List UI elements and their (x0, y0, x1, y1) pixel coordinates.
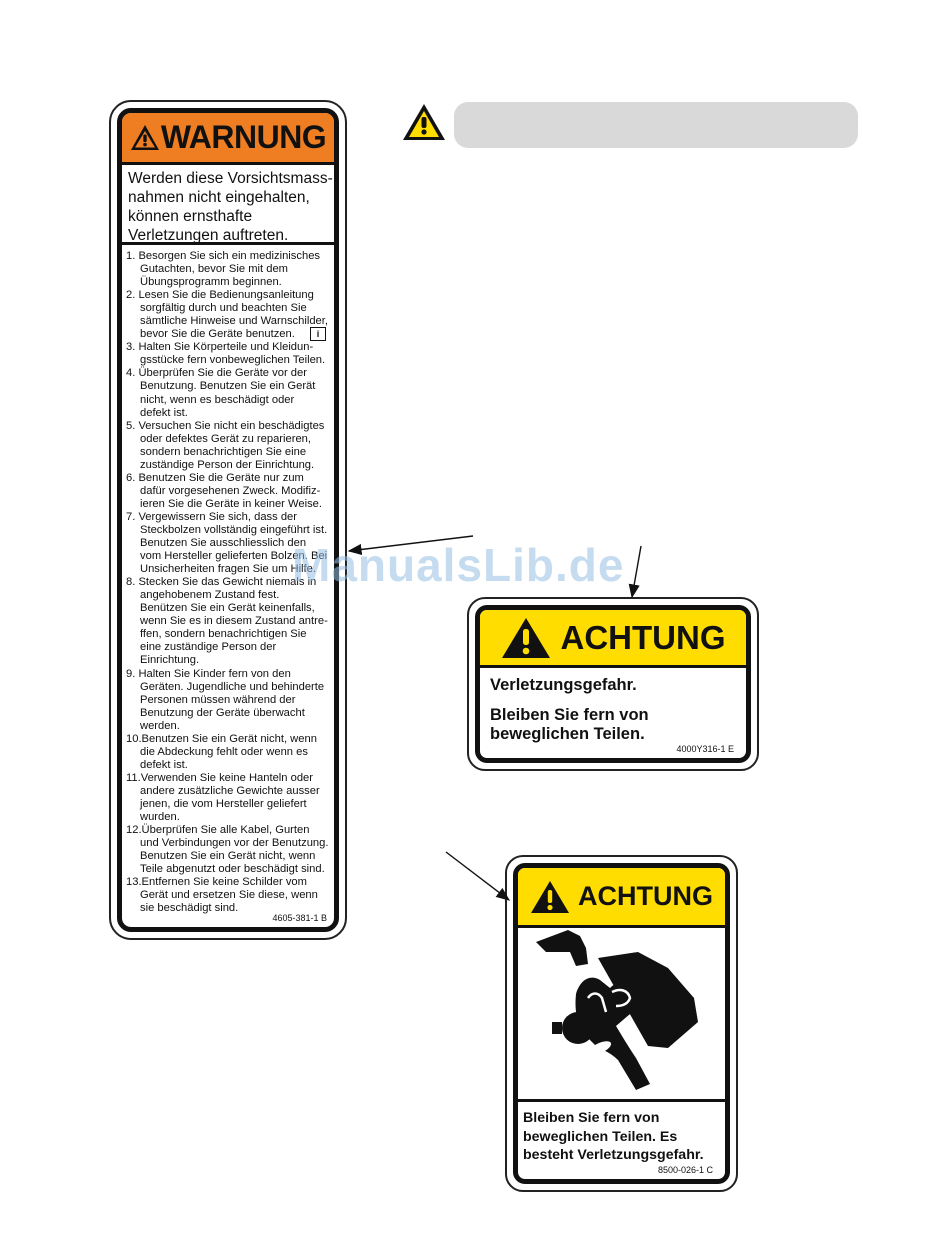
instruction-line: angehobenem Zustand fest. (140, 589, 280, 602)
instruction-line: gsstücke fern vonbeweglichen Teilen. (140, 354, 326, 367)
instruction-line: Gutachten, bevor Sie mit dem (140, 263, 288, 276)
intro-line: nahmen nicht eingehalten, (128, 189, 310, 206)
warnung-title: WARNUNG (160, 119, 327, 155)
instruction-line: vom Hersteller gelieferten Bolzen. Bei (140, 550, 328, 563)
instruction-line: andere zusätzliche Gewichte ausser (140, 784, 320, 797)
instruction-line: Unsicherheiten fragen Sie um Hilfe. (140, 563, 316, 576)
instruction-line: sie beschädigt sind. (140, 902, 239, 915)
instruction-line: Gerät und ersetzen Sie diese, wenn (140, 889, 318, 902)
instruction-line: Steckbolzen vollständig eingeführt ist. (140, 523, 328, 536)
instruction-line: 3. Halten Sie Körperteile und Kleidun- (126, 341, 314, 354)
instruction-line: Bleiben Sie fern von (490, 706, 649, 724)
instruction-line: Bleiben Sie fern von (523, 1110, 660, 1126)
instruction-line: werden. (140, 719, 180, 732)
instruction-line: defekt ist. (140, 406, 188, 419)
instruction-line: Benutzen Sie ausschliesslich den (140, 537, 307, 550)
instruction-line: beweglichen Teilen. (490, 725, 645, 743)
part-number: 4000Y316-1 E (676, 744, 734, 754)
instruction-line: oder defektes Gerät zu reparieren, (140, 432, 312, 445)
instruction-line: Einrichtung. (140, 654, 200, 667)
instruction-line: und Verbindungen vor der Benutzung. (140, 837, 329, 850)
instruction-line: Benutzen Sie ein Gerät nicht, wenn (140, 850, 316, 863)
instruction-line: Personen müssen während der (140, 693, 296, 706)
instruction-line: 5. Versuchen Sie nicht ein beschädigtes (126, 419, 325, 432)
instruction-line: 2. Lesen Sie die Bedienungsanleitung (126, 289, 314, 302)
instruction-line: dafür vorgesehenen Zweck. Modifiz- (140, 484, 321, 497)
hazard-text: Verletzungsgefahr. (490, 676, 637, 694)
achtung-title: ACHTUNG (578, 881, 713, 911)
instruction-line: 8. Stecken Sie das Gewicht niemals in (126, 576, 317, 589)
instruction-line: ieren Sie die Geräte in keiner Weise. (140, 497, 322, 510)
instruction-line: Teile abgenutzt oder beschädigt sind. (140, 863, 325, 876)
instruction-line: 13.Entfernen Sie keine Schilder vom (126, 876, 307, 889)
instruction-line: sondern benachrichtigen Sie eine (140, 445, 307, 458)
part-number: 4605-381-1 B (272, 913, 327, 923)
instruction-line: 9. Halten Sie Kinder fern von den (126, 667, 291, 680)
instruction-line: Geräten. Jugendliche und behinderte (140, 680, 325, 693)
instruction-line: beweglichen Teilen. Es (523, 1128, 678, 1145)
instruction-line: wenn Sie es in diesem Zustand antre- (140, 615, 328, 628)
instruction-line: 11.Verwenden Sie keine Hanteln oder (126, 771, 314, 784)
intro-line: Verletzungen auftreten. (128, 227, 289, 244)
instruction-line: eine zuständige Person der (140, 641, 277, 654)
instruction-line: defekt ist. (140, 758, 188, 771)
read-manual-icon: i (310, 327, 326, 341)
instruction-line: jenen, die vom Hersteller geliefert (140, 797, 307, 810)
instruction-line: Benutzung der Geräte überwacht (140, 706, 305, 719)
achtung-title: ACHTUNG (560, 618, 726, 656)
leader-arrow (446, 852, 509, 900)
instruction-line: Benützen Sie ein Gerät keinenfalls, (140, 602, 315, 615)
instruction-line: nicht, wenn es beschädigt oder (140, 393, 295, 406)
instruction-line: besteht Verletzungsgefahr. (523, 1147, 704, 1163)
instruction-line: sorgfältig durch und beachten Sie (140, 302, 307, 315)
instruction-line: 4. Überprüfen Sie die Geräte vor der (126, 367, 307, 380)
instruction-line: 1. Besorgen Sie sich ein medizinisches (126, 250, 321, 262)
instruction-line: 10.Benutzen Sie ein Gerät nicht, wenn (126, 732, 317, 745)
instruction-line: wurden. (140, 811, 180, 824)
instruction-line: Übungsprogramm beginnen. (140, 276, 282, 289)
instruction-line: Benutzung. Benutzen Sie ein Gerät (140, 380, 316, 393)
instruction-line: 12.Überprüfen Sie alle Kabel, Gurten (126, 824, 310, 837)
instruction-line: zuständige Person der Einrichtung. (140, 458, 315, 471)
instruction-line: 7. Vergewissern Sie sich, dass der (126, 510, 298, 523)
intro-line: können ernsthafte (128, 208, 253, 225)
part-number: 8500-026-1 C (657, 1165, 713, 1175)
instruction-line: bevor Sie die Geräte benutzen. (140, 328, 295, 341)
leader-arrow (632, 546, 641, 597)
intro-line: Werden diese Vorsichtsmass- (128, 170, 333, 187)
watermark: ManualsLib.de (292, 539, 625, 591)
instruction-line: sämtliche Hinweise und Warnschilder, (140, 315, 328, 328)
leader-arrow (349, 536, 473, 551)
instruction-line: ffen, sondern benachrichtigen Sie (140, 628, 307, 641)
instruction-line: 6. Benutzen Sie die Geräte nur zum (126, 471, 304, 484)
instruction-line: die Abdeckung fehlt oder wenn es (140, 745, 308, 758)
